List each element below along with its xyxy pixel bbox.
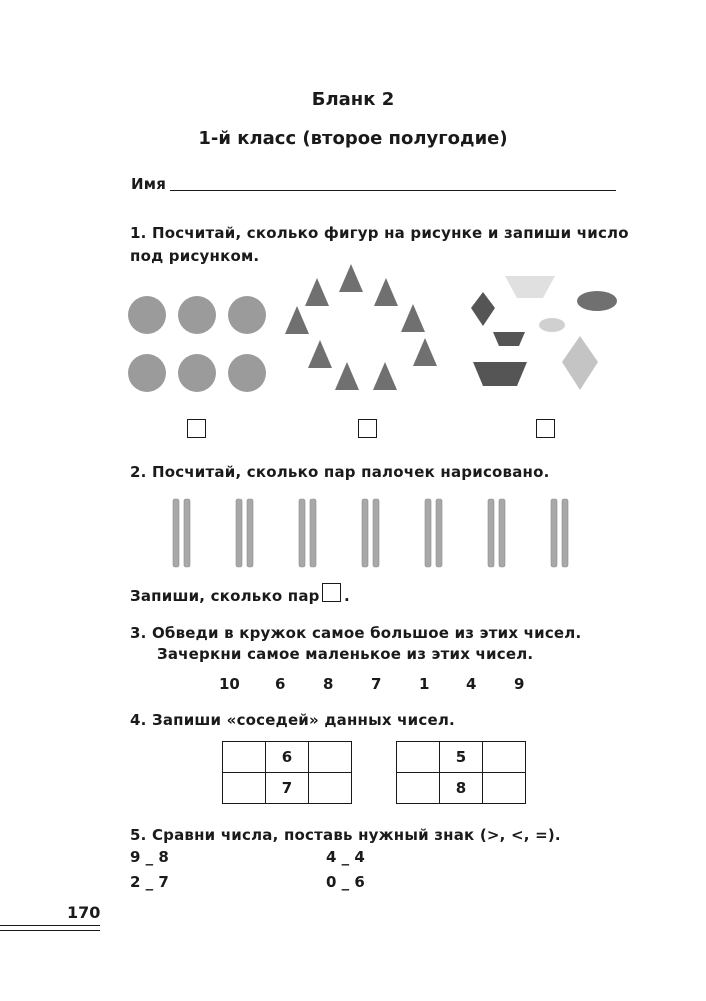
- form-title: Бланк 2: [311, 89, 395, 110]
- stick-shape: [562, 499, 568, 567]
- stick-shape: [184, 499, 190, 567]
- page-number: 170: [67, 903, 101, 922]
- name-line[interactable]: [170, 190, 616, 191]
- stick-shape: [499, 499, 505, 567]
- stick-shape: [373, 499, 379, 567]
- large-rhombus-shape: [562, 336, 598, 390]
- stick-shape: [310, 499, 316, 567]
- triangles-group: [285, 264, 437, 390]
- task2-pairs-label: Запиши, сколько пар: [130, 587, 320, 605]
- triangle-shape: [285, 306, 309, 334]
- task3-number[interactable]: 4: [466, 675, 477, 693]
- triangle-shape: [373, 362, 397, 390]
- neighbor-cell[interactable]: [397, 742, 440, 773]
- small-trapezoid-shape: [493, 332, 525, 346]
- triangle-shape: [335, 362, 359, 390]
- compare-pair[interactable]: 9 _ 8: [130, 848, 169, 866]
- sticks-figure: [160, 497, 580, 573]
- circle-shape: [228, 296, 266, 334]
- circle-shape: [128, 354, 166, 392]
- task3-number[interactable]: 7: [371, 675, 382, 693]
- stick-shape: [425, 499, 431, 567]
- task3-number[interactable]: 10: [219, 675, 240, 693]
- task1-figures: [115, 258, 635, 408]
- given-number-cell: 8: [440, 773, 483, 804]
- name-label: Имя: [131, 175, 167, 193]
- task3-number[interactable]: 8: [323, 675, 334, 693]
- stick-shape: [551, 499, 557, 567]
- stick-shape: [247, 499, 253, 567]
- neighbor-cell[interactable]: [309, 742, 352, 773]
- triangle-shape: [401, 304, 425, 332]
- circles-group: [128, 296, 266, 392]
- triangle-shape: [413, 338, 437, 366]
- neighbor-cell[interactable]: [483, 742, 526, 773]
- task1-text-line2: под рисунком.: [130, 247, 260, 265]
- task1-answer-box-triangles[interactable]: [358, 419, 377, 438]
- given-number-cell: 7: [266, 773, 309, 804]
- task3-number[interactable]: 9: [514, 675, 525, 693]
- task1-text-line1: 1. Посчитай, сколько фигур на рисунке и запиши число: [130, 224, 629, 242]
- stick-shape: [236, 499, 242, 567]
- trapezoid-shape: [505, 276, 555, 298]
- given-number-cell: 5: [440, 742, 483, 773]
- neighbor-cell[interactable]: [483, 773, 526, 804]
- given-number-cell: 6: [266, 742, 309, 773]
- task2-text: 2. Посчитай, сколько пар палочек нарисовано.: [130, 463, 550, 481]
- triangle-shape: [374, 278, 398, 306]
- task5-text: 5. Сравни числа, поставь нужный знак (>, <, =).: [130, 826, 561, 844]
- compare-pair[interactable]: 0 _ 6: [326, 873, 365, 891]
- compare-pair[interactable]: 4 _ 4: [326, 848, 365, 866]
- circle-shape: [178, 354, 216, 392]
- task4-text: 4. Запиши «соседей» данных чисел.: [130, 711, 455, 729]
- ellipse-shape: [577, 291, 617, 311]
- task2-answer-box[interactable]: [322, 583, 341, 602]
- footer-rule-bottom: [0, 930, 100, 931]
- task3-number[interactable]: 6: [275, 675, 286, 693]
- stick-shape: [488, 499, 494, 567]
- stick-shape: [173, 499, 179, 567]
- triangle-shape: [308, 340, 332, 368]
- mixed-shapes-group: [471, 276, 617, 390]
- large-trapezoid-shape: [473, 362, 527, 386]
- task2-pairs-suffix: .: [344, 587, 350, 605]
- circle-shape: [228, 354, 266, 392]
- task3-text-line1: 3. Обведи в кружок самое большое из этих чисел.: [130, 624, 582, 642]
- task3-text-line2: Зачеркни самое маленькое из этих чисел.: [157, 645, 534, 663]
- neighbor-cell[interactable]: [309, 773, 352, 804]
- triangle-shape: [305, 278, 329, 306]
- footer-rule-top: [0, 925, 100, 926]
- small-ellipse-shape: [539, 318, 565, 332]
- rhombus-shape: [471, 292, 495, 326]
- neighbors-grid-right: [396, 741, 526, 804]
- circle-shape: [128, 296, 166, 334]
- stick-shape: [299, 499, 305, 567]
- compare-pair[interactable]: 2 _ 7: [130, 873, 169, 891]
- neighbor-cell[interactable]: [223, 742, 266, 773]
- triangle-shape: [339, 264, 363, 292]
- neighbor-cell[interactable]: [223, 773, 266, 804]
- stick-shape: [362, 499, 368, 567]
- neighbor-cell[interactable]: [397, 773, 440, 804]
- grade-title: 1-й класс (второе полугодие): [198, 128, 508, 149]
- stick-shape: [436, 499, 442, 567]
- task3-number[interactable]: 1: [419, 675, 430, 693]
- task1-answer-box-circles[interactable]: [187, 419, 206, 438]
- task1-answer-box-mixed[interactable]: [536, 419, 555, 438]
- circle-shape: [178, 296, 216, 334]
- neighbors-grid-left: [222, 741, 352, 804]
